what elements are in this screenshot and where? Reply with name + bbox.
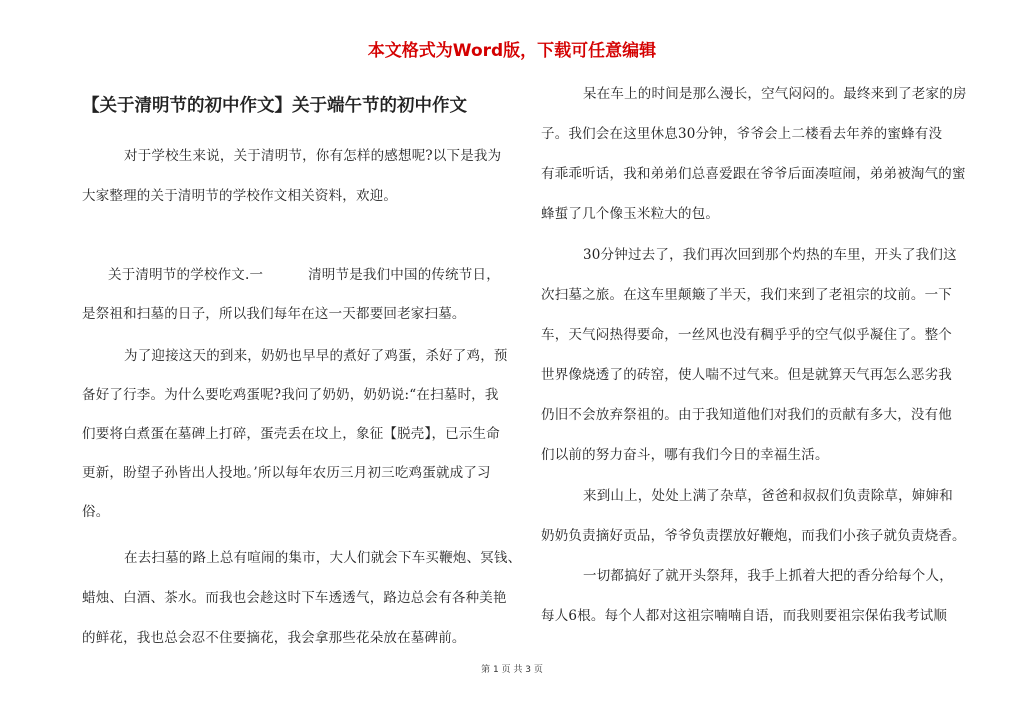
text-line: 有乖乖听话，我和弟弟们总喜爱跟在爷爷后面凑喧闹，弟弟被淘气的蜜 [541, 166, 966, 182]
text-line: 更新，盼望子孙皆出人投地。’所以每年农历三月初三吃鸡蛋就成了习 [82, 465, 491, 481]
text-line: 蜂蜇了几个像玉米粒大的包。 [541, 206, 720, 222]
text-line: 的鲜花，我也总会忍不住要摘花，我会拿那些花朵放在墓碑前。 [82, 630, 466, 646]
text-line: 呆在车上的时间是那么漫长，空气闷闷的。最终来到了老家的房 [583, 86, 967, 102]
text-line: 车，天气闷热得要命，一丝风也没有稠乎乎的空气似乎凝住了。整个 [541, 327, 952, 343]
text-line: 在去扫墓的路上总有喧闹的集市，大人们就会下车买鞭炮、冥钱、 [124, 550, 522, 566]
text-line: 们要将白煮蛋在墓碑上打碎，蛋壳丢在坟上，象征【脱壳】，已示生命 [82, 426, 500, 442]
text-line: 对于学校生来说，关于清明节，你有怎样的感想呢?以下是我为 [124, 148, 502, 164]
text-line: 为了迎接这天的到来，奶奶也早早的煮好了鸡蛋，杀好了鸡，预 [124, 348, 508, 364]
word-format-banner: 本文格式为Word版，下载可任意编辑 [367, 41, 657, 61]
text-line: 关于清明节的学校作文.一 清明节是我们中国的传统节日， [108, 267, 500, 283]
text-line: 世界像烧透了的砖窑，使人喘不过气来。但是就算天气再怎么恶劣我 [541, 367, 952, 383]
text-line: 是祭祖和扫墓的日子，所以我们每年在这一天都要回老家扫墓。 [82, 306, 466, 322]
text-line: 30分钟过去了，我们再次回到那个灼热的车里，开头了我们这 [583, 247, 957, 263]
text-line: 俗。 [82, 504, 110, 520]
text-line: 来到山上，处处上满了杂草，爸爸和叔叔们负责除草，婶婶和 [583, 488, 953, 504]
text-line: 奶奶负责摘好贡品，爷爷负责摆放好鞭炮，而我们小孩子就负责烧香。 [541, 528, 966, 544]
text-line: 次扫墓之旅。在这车里颠簸了半天，我们来到了老祖宗的坟前。一下 [541, 287, 952, 303]
text-line: 大家整理的关于清明节的学校作文相关资料，欢迎。 [82, 188, 398, 204]
page-title: 【关于清明节的初中作文】关于端午节的初中作文 [82, 96, 467, 116]
text-line: 仍旧不会放弃祭祖的。由于我知道他们对我们的贡献有多大，没有他 [541, 407, 952, 423]
text-line: 一切都搞好了就开头祭拜，我手上抓着大把的香分给每个人， [583, 568, 953, 584]
page-number-footer: 第 1 页 共 3 页 [481, 665, 543, 675]
text-line: 蜡烛、白酒、茶水。而我也会趁这时下车透透气，路边总会有各种美艳 [82, 590, 507, 606]
text-line: 子。我们会在这里休息30分钟，爷爷会上二楼看去年养的蜜蜂有没 [541, 126, 943, 142]
text-line: 备好了行李。为什么要吃鸡蛋呢?我问了奶奶，奶奶说:“在扫墓时，我 [82, 387, 499, 403]
text-line: 每人6根。每个人都对这祖宗喃喃自语，而我则要祖宗保佑我考试顺 [541, 608, 948, 624]
text-line: 们以前的努力奋斗，哪有我们今日的幸福生活。 [541, 447, 829, 463]
